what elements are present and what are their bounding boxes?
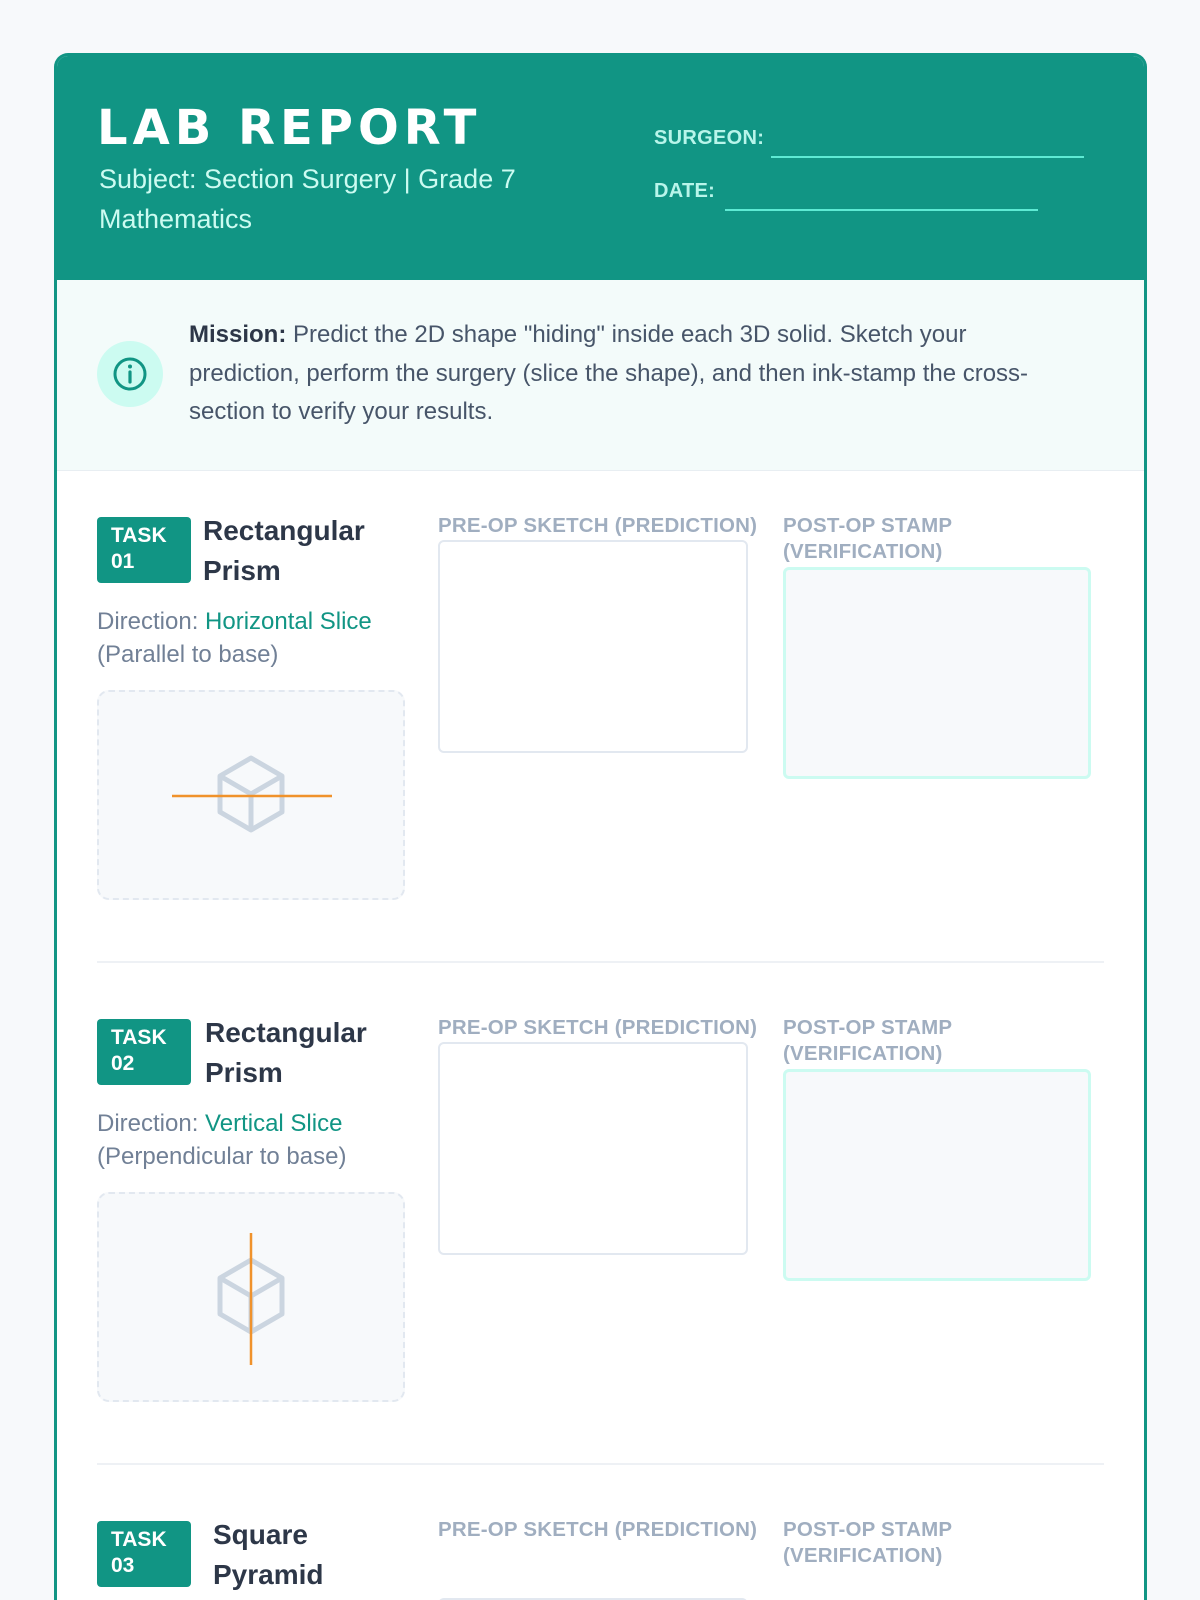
prediction-sketch-area[interactable] <box>438 540 748 753</box>
sketch-label: PRE-OP SKETCH (PREDICTION) <box>438 514 758 537</box>
task-badge <box>97 1521 191 1587</box>
task-title: Rectangular Prism <box>205 1017 367 1088</box>
mission-callout <box>57 280 1144 471</box>
surgeon-field[interactable] <box>771 156 1084 158</box>
task-divider <box>97 1463 1104 1465</box>
task-badge <box>97 1019 191 1085</box>
task-number: 01 <box>111 550 135 573</box>
task-number: 02 <box>111 1052 135 1075</box>
task-direction <box>97 1107 417 1173</box>
report-subtitle: Subject: Section Surgery | Grade 7 Mathematics <box>99 164 516 234</box>
direction-value: Vertical Slice <box>205 1110 343 1137</box>
task-badge-label: TASK <box>111 1528 167 1551</box>
sketch-label: PRE-OP SKETCH (PREDICTION) <box>438 1016 758 1039</box>
mission-text <box>189 316 1079 432</box>
stamp-label: POST-OP STAMP (VERIFICATION) <box>783 1518 952 1567</box>
direction-label: Direction: <box>97 608 199 635</box>
task-direction <box>97 605 417 671</box>
surgeon-label: SURGEON: <box>654 127 765 149</box>
stamp-label: POST-OP STAMP (VERIFICATION) <box>783 1016 952 1065</box>
direction-value: Horizontal Slice <box>205 608 372 635</box>
task-badge-label: TASK <box>111 1026 167 1049</box>
task-divider <box>97 961 1104 963</box>
task-card <box>57 471 1144 961</box>
verification-stamp-area[interactable] <box>783 1069 1091 1281</box>
verification-stamp-area[interactable] <box>783 567 1091 779</box>
cube-icon <box>99 692 407 902</box>
lab-report-card <box>54 53 1147 1600</box>
date-label: DATE: <box>654 180 716 202</box>
task-badge <box>97 517 191 583</box>
mission-body: Predict the 2D shape "hiding" inside each 3D solid. Sketch your prediction, perform the surgery (slice the shape), and then ink-stamp the cross-section to verify your results. <box>189 321 1029 425</box>
solid-preview <box>97 1192 405 1402</box>
prediction-sketch-area[interactable] <box>438 1042 748 1255</box>
report-header <box>57 56 1144 280</box>
sketch-label: PRE-OP SKETCH (PREDICTION) <box>438 1518 758 1541</box>
mission-label: Mission: <box>189 321 287 348</box>
date-field[interactable] <box>725 209 1038 211</box>
direction-label: Direction: <box>97 1110 199 1137</box>
info-icon <box>97 341 163 407</box>
cube-icon <box>99 1194 407 1404</box>
direction-note: (Perpendicular to base) <box>97 1143 347 1170</box>
direction-note: (Parallel to base) <box>97 641 279 668</box>
task-title: Square Pyramid <box>213 1519 324 1590</box>
task-number: 03 <box>111 1554 135 1577</box>
stamp-label: POST-OP STAMP (VERIFICATION) <box>783 514 952 563</box>
task-card <box>57 973 1144 1463</box>
solid-preview <box>97 690 405 900</box>
task-badge-label: TASK <box>111 524 167 547</box>
task-title: Rectangular Prism <box>203 515 365 586</box>
task-card <box>57 1475 1144 1600</box>
report-title: LAB REPORT <box>97 100 482 156</box>
